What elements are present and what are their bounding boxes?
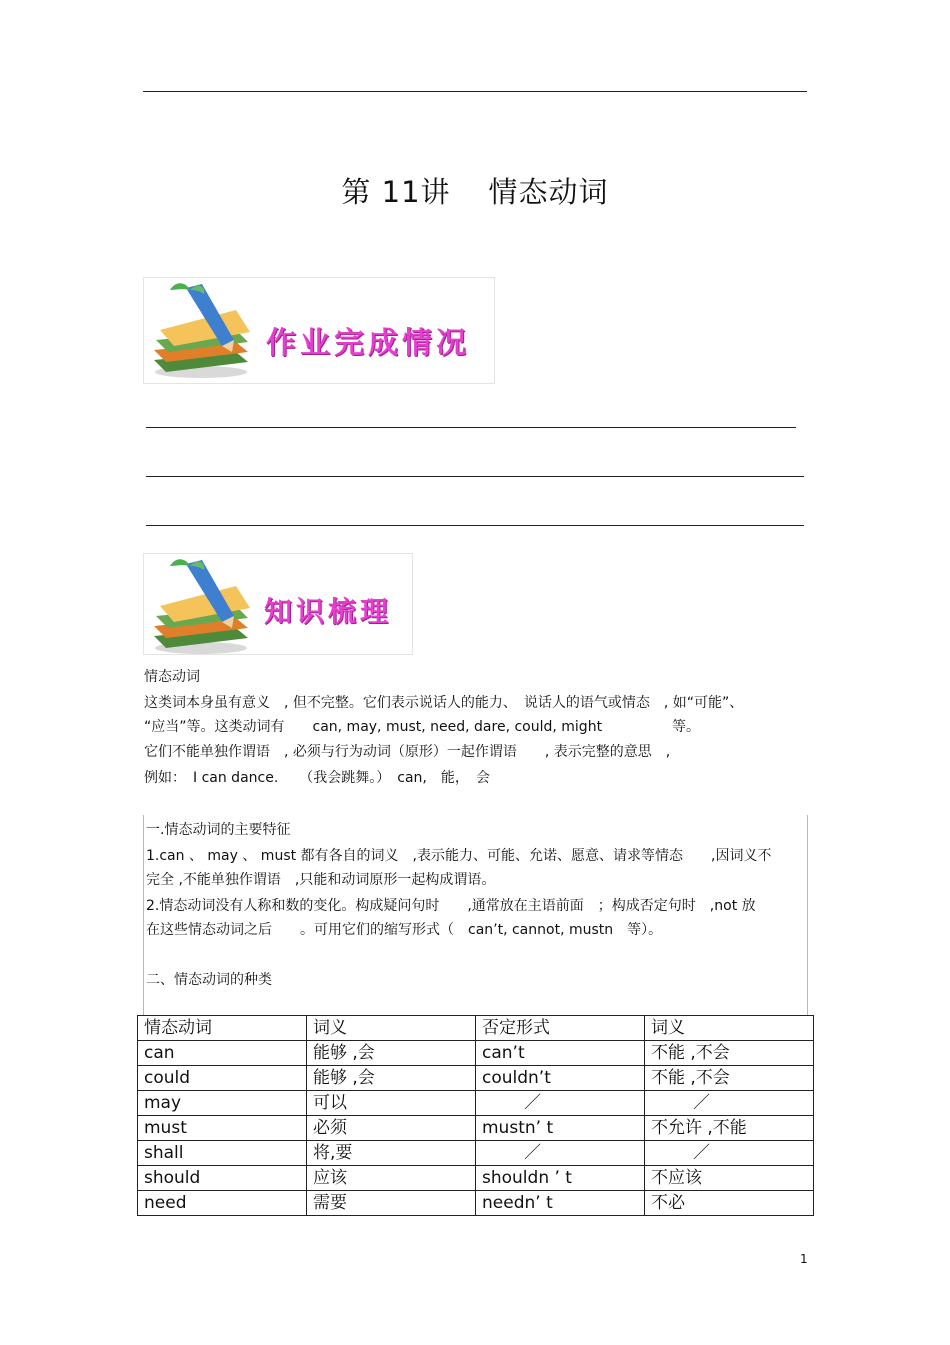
table-cell: ／ <box>645 1141 814 1166</box>
table-cell: could <box>138 1066 307 1091</box>
table-cell: shall <box>138 1141 307 1166</box>
answer-line-1 <box>146 427 796 428</box>
table-cell: can’t <box>476 1041 645 1066</box>
intro-line-3: 它们不能单独作谓语 , 必须与行为动词（原形）一起作谓语 , 表示完整的意思 , <box>144 744 671 760</box>
table-cell: 必须 <box>307 1116 476 1141</box>
table-cell: 应该 <box>307 1166 476 1191</box>
features-box <box>143 815 808 1015</box>
table-cell: ／ <box>476 1141 645 1166</box>
table-header-cell: 情态动词 <box>138 1016 307 1041</box>
header-rule <box>143 91 807 92</box>
table-cell: 不应该 <box>645 1166 814 1191</box>
intro-line-1: 这类词本身虽有意义 , 但不完整。它们表示说话人的能力、 说话人的语气或情态 , 如“可能”、 <box>144 695 744 711</box>
homework-banner <box>143 277 495 384</box>
table-cell: shouldn ’ t <box>476 1166 645 1191</box>
intro-line-2: “应当”等。这类动词有 can, may, must, need, dare, could, might 等。 <box>144 719 701 735</box>
table-row <box>138 1041 814 1066</box>
table-row <box>138 1091 814 1116</box>
table-cell: must <box>138 1116 307 1141</box>
table-row <box>138 1191 814 1216</box>
intro-heading: 情态动词 <box>144 669 200 685</box>
features-line-2: 完全 ,不能单独作谓语 ,只能和动词原形一起构成谓语。 <box>146 872 496 888</box>
answer-line-3 <box>146 525 804 526</box>
table-cell: should <box>138 1166 307 1191</box>
table-header-cell: 词义 <box>307 1016 476 1041</box>
table-header-cell: 词义 <box>645 1016 814 1041</box>
table-cell: 需要 <box>307 1191 476 1216</box>
table-row <box>138 1066 814 1091</box>
homework-banner-text: 作业完成情况 <box>266 326 470 361</box>
page-title <box>0 170 950 211</box>
table-cell: need <box>138 1191 307 1216</box>
table-cell: 能够 ,会 <box>307 1041 476 1066</box>
features-line-1: 1.can 、 may 、 must 都有各自的词义 ,表示能力、可能、允诺、愿意、请求等情态 ,因词义不 <box>146 848 772 864</box>
intro-line-4: 例如： I can dance. （我会跳舞。） can, 能， 会 <box>144 770 490 786</box>
answer-line-2 <box>146 476 804 477</box>
books-pencil-icon <box>146 280 256 380</box>
table-cell: ／ <box>476 1091 645 1116</box>
features-line-4: 在这些情态动词之后 。可用它们的缩写形式（ can’t, cannot, mustn 等）。 <box>146 922 663 938</box>
table-cell: 不能 ,不会 <box>645 1041 814 1066</box>
table-cell: may <box>138 1091 307 1116</box>
table-cell: 不允许 ,不能 <box>645 1116 814 1141</box>
table-header-cell: 否定形式 <box>476 1016 645 1041</box>
page-number: 1 <box>800 1252 808 1266</box>
knowledge-banner-text: 知识梳理 <box>264 595 393 628</box>
table-cell: 不能 ,不会 <box>645 1066 814 1091</box>
knowledge-banner <box>143 553 413 655</box>
table-cell: couldn’t <box>476 1066 645 1091</box>
table-header-row <box>138 1016 814 1041</box>
table-row <box>138 1141 814 1166</box>
table-cell: can <box>138 1041 307 1066</box>
features-line-3: 2.情态动词没有人称和数的变化。构成疑问句时 ,通常放在主语前面 ；构成否定句时 ,not 放 <box>146 898 756 914</box>
table-cell: 不必 <box>645 1191 814 1216</box>
table-cell: needn’ t <box>476 1191 645 1216</box>
table-cell: ／ <box>645 1091 814 1116</box>
table-cell: 可以 <box>307 1091 476 1116</box>
modal-verbs-table <box>137 1015 814 1216</box>
table-row <box>138 1166 814 1191</box>
features-heading: 一.情态动词的主要特征 <box>146 822 291 838</box>
books-pencil-icon <box>146 556 256 655</box>
title-lesson: 第 11讲 <box>341 175 451 209</box>
table-cell: 能够 ,会 <box>307 1066 476 1091</box>
title-topic: 情态动词 <box>488 175 609 209</box>
table-cell: mustn’ t <box>476 1116 645 1141</box>
types-heading: 二、情态动词的种类 <box>146 972 272 988</box>
table-cell: 将,要 <box>307 1141 476 1166</box>
table-row <box>138 1116 814 1141</box>
